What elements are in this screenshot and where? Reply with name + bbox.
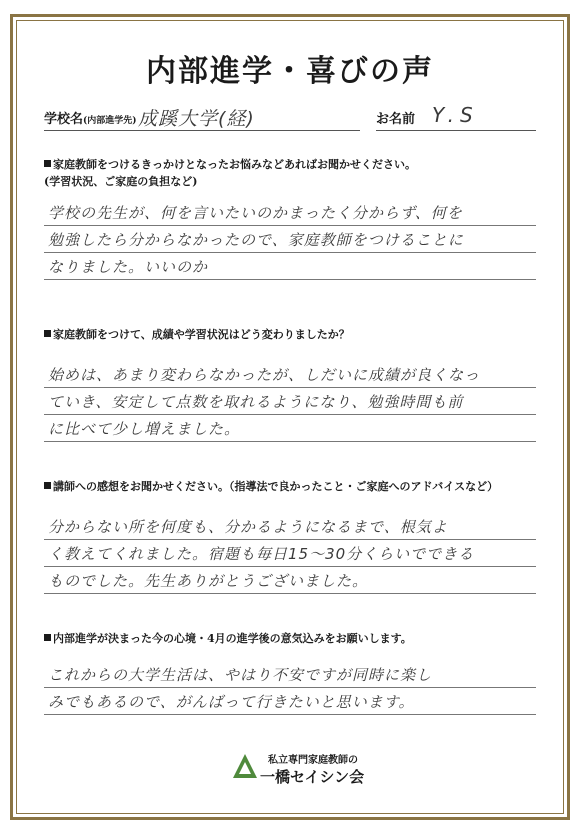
question-1-subnote: (学習状況、ご家庭の負担など) bbox=[44, 175, 198, 188]
bullet-square-icon bbox=[44, 330, 51, 337]
answer-4 bbox=[44, 662, 536, 726]
question-3 bbox=[44, 478, 498, 495]
answer-2-text bbox=[48, 362, 536, 443]
answer-1-text bbox=[48, 200, 536, 281]
footer-subtitle: 私立専門家庭教師の bbox=[268, 755, 358, 766]
school-underline bbox=[44, 130, 360, 131]
name-value: Y.S bbox=[432, 103, 479, 127]
answer-line: 分からない所を何度も、分かるようになるまで、根気よ bbox=[48, 518, 448, 536]
answer-2 bbox=[44, 362, 536, 452]
question-3-text: 講師への感想をお聞かせください。（指導法で良かったこと・ご家庭へのアドバイスなど） bbox=[53, 480, 499, 493]
answer-line: みでもあるので、がんばって行きたいと思います。 bbox=[48, 693, 415, 711]
page-title: 内部進学・喜びの声 bbox=[146, 54, 434, 89]
name-underline bbox=[376, 130, 536, 131]
bullet-square-icon bbox=[44, 160, 51, 167]
question-4 bbox=[44, 630, 412, 647]
school-label bbox=[44, 108, 137, 127]
logo-mountain-icon bbox=[232, 752, 258, 780]
question-2-text: 家庭教師をつけて、成績や学習状況はどう変わりましたか？ bbox=[53, 328, 350, 341]
footer-brand: 一橋セイシン会 bbox=[260, 768, 365, 786]
answer-3-text bbox=[48, 514, 536, 595]
question-1 bbox=[44, 156, 416, 190]
answer-line: 始めは、あまり変わらなかったが、しだいに成績が良くなっ bbox=[48, 366, 481, 384]
answer-line: ものでした。先生ありがとうございました。 bbox=[48, 572, 369, 590]
name-label: お名前 bbox=[376, 112, 416, 127]
question-4-text: 内部進学が決まった今の心境・4月の進学後の意気込みをお願いします。 bbox=[53, 632, 412, 645]
answer-line: なりました。いいのか bbox=[48, 258, 209, 276]
answer-3 bbox=[44, 514, 536, 604]
answer-line: に比べて少し増えました。 bbox=[48, 420, 241, 438]
answer-line: これからの大学生活は、やはり不安ですが同時に楽し bbox=[48, 666, 433, 684]
question-1-text: 家庭教師をつけるきっかけとなったお悩みなどあればお聞かせください。 bbox=[53, 158, 416, 171]
school-label-note: (内部進学先) bbox=[83, 116, 137, 126]
bullet-square-icon bbox=[44, 482, 51, 489]
bullet-square-icon bbox=[44, 634, 51, 641]
answer-4-text bbox=[48, 662, 536, 716]
school-label-text: 学校名 bbox=[44, 112, 84, 127]
answer-line: 勉強したら分からなかったので、家庭教師をつけることに bbox=[48, 231, 464, 249]
answer-line: 学校の先生が、何を言いたいのかまったく分からず、何を bbox=[48, 204, 463, 222]
answer-1 bbox=[44, 200, 536, 290]
question-2 bbox=[44, 326, 350, 343]
school-value: 成蹊大学(経) bbox=[138, 108, 255, 130]
answer-line: く教えてくれました。宿題も毎日15〜30分くらいでできる bbox=[48, 545, 475, 563]
answer-line: ていき、安定して点数を取れるようになり、勉強時間も前 bbox=[48, 393, 464, 411]
